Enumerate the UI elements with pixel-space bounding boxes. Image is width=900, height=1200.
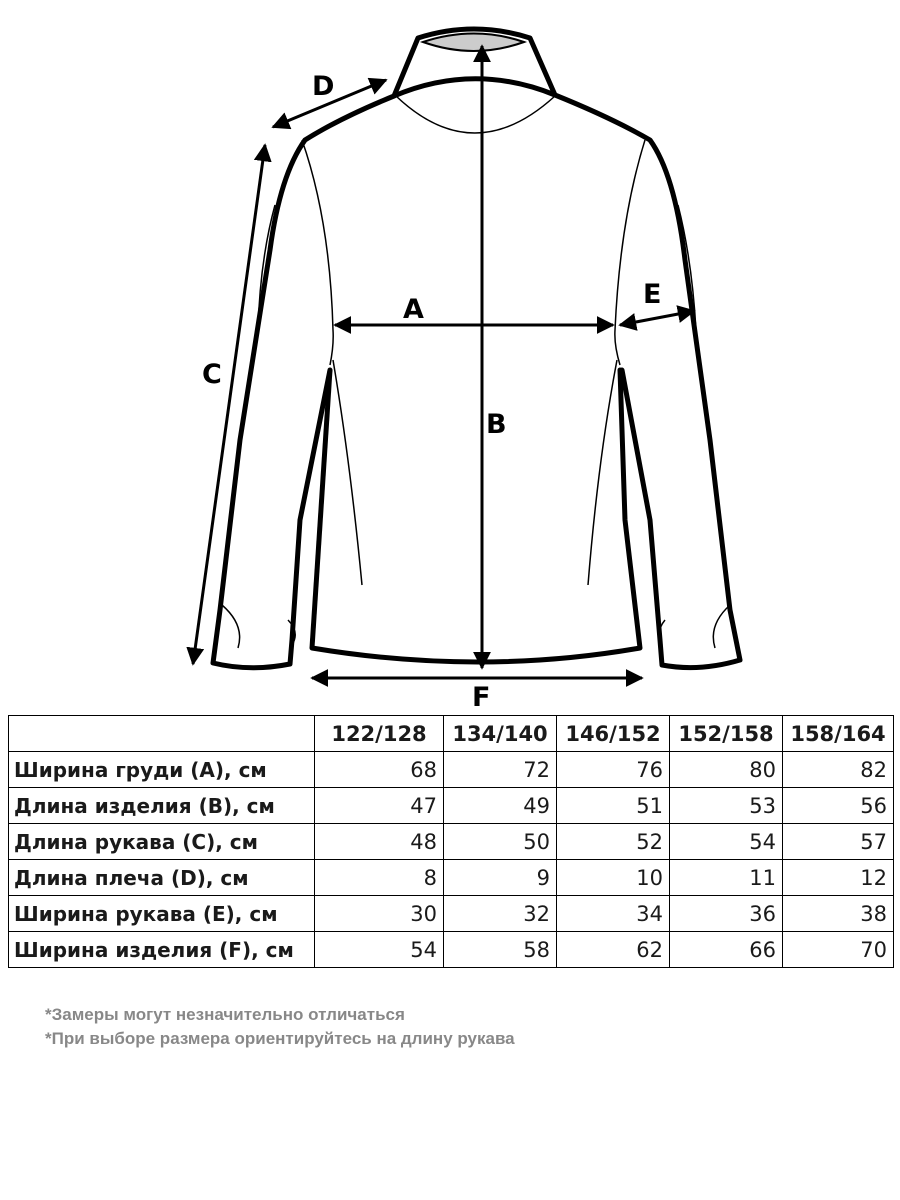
- row-label: Ширина груди (A), см: [9, 752, 315, 788]
- row-label: Длина плеча (D), см: [9, 860, 315, 896]
- table-cell: 49: [444, 788, 557, 824]
- size-table: [8, 715, 894, 968]
- footnote-measurements: *Замеры могут незначительно отличаться: [45, 1005, 405, 1024]
- header-corner: [9, 716, 315, 752]
- table-cell: 38: [783, 896, 894, 932]
- jacket-outline: [213, 95, 740, 668]
- table-cell: 72: [444, 752, 557, 788]
- label-e: E: [643, 279, 662, 310]
- neckline: [396, 96, 555, 133]
- footnote-sleeve: *При выборе размера ориентируйтесь на длину рукава: [45, 1029, 515, 1048]
- collar-inner: [423, 34, 524, 52]
- left-sleeve-seam: [302, 140, 333, 365]
- table-cell: 66: [670, 932, 783, 968]
- arrow-c: [193, 145, 265, 664]
- header-size: 152/158: [670, 716, 783, 752]
- row-label: Ширина изделия (F), см: [9, 932, 315, 968]
- table-cell: 52: [557, 824, 670, 860]
- table-row: [9, 788, 894, 824]
- header-size: 146/152: [557, 716, 670, 752]
- table-cell: 82: [783, 752, 894, 788]
- label-a: A: [403, 294, 424, 325]
- table-row: [9, 896, 894, 932]
- table-cell: 58: [444, 932, 557, 968]
- table-cell: 10: [557, 860, 670, 896]
- right-cuff-line: [659, 605, 730, 648]
- table-cell: 30: [315, 896, 444, 932]
- table-cell: 56: [783, 788, 894, 824]
- table-cell: 76: [557, 752, 670, 788]
- table-cell: 34: [557, 896, 670, 932]
- table-row: [9, 860, 894, 896]
- table-cell: 53: [670, 788, 783, 824]
- table-cell: 32: [444, 896, 557, 932]
- table-cell: 51: [557, 788, 670, 824]
- label-d: D: [312, 71, 335, 102]
- header-size: 134/140: [444, 716, 557, 752]
- table-cell: 50: [444, 824, 557, 860]
- label-b: B: [486, 409, 507, 440]
- table-cell: 9: [444, 860, 557, 896]
- footnotes: [45, 1003, 515, 1051]
- table-cell: 68: [315, 752, 444, 788]
- table-cell: 12: [783, 860, 894, 896]
- right-waist-fold: [588, 360, 617, 585]
- table-row: [9, 824, 894, 860]
- header-size: 158/164: [783, 716, 894, 752]
- label-c: C: [202, 359, 222, 390]
- table-cell: 80: [670, 752, 783, 788]
- table-cell: 11: [670, 860, 783, 896]
- table-cell: 57: [783, 824, 894, 860]
- label-f: F: [472, 682, 491, 712]
- table-cell: 47: [315, 788, 444, 824]
- arrow-e: [620, 311, 694, 325]
- table-cell: 36: [670, 896, 783, 932]
- right-sleeve-seam: [615, 140, 645, 365]
- table-cell: 48: [315, 824, 444, 860]
- header-size: 122/128: [315, 716, 444, 752]
- table-row: [9, 752, 894, 788]
- table-cell: 70: [783, 932, 894, 968]
- table-cell: 54: [670, 824, 783, 860]
- row-label: Длина изделия (B), см: [9, 788, 315, 824]
- left-waist-fold: [333, 360, 362, 585]
- table-row: [9, 932, 894, 968]
- table-cell: 62: [557, 932, 670, 968]
- table-cell: 8: [315, 860, 444, 896]
- row-label: Ширина рукава (E), см: [9, 896, 315, 932]
- table-cell: 54: [315, 932, 444, 968]
- row-label: Длина рукава (C), см: [9, 824, 315, 860]
- header-row: [9, 716, 894, 752]
- left-cuff-line: [222, 605, 295, 648]
